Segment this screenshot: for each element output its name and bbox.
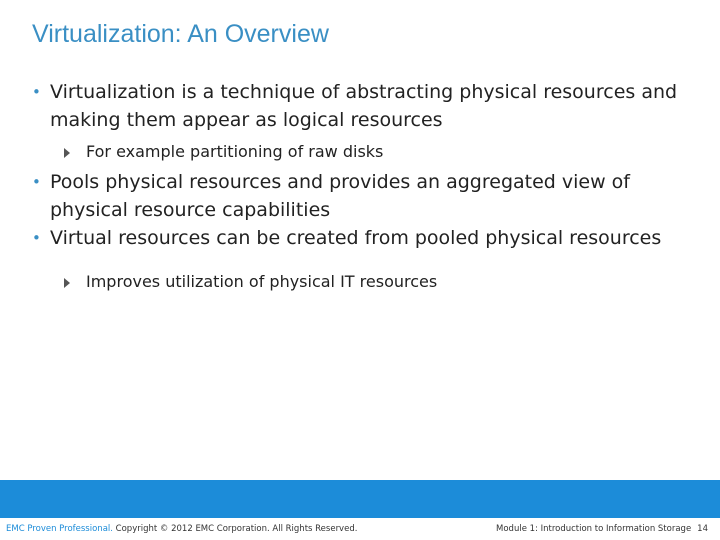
triangle-arrow-icon xyxy=(64,148,70,158)
triangle-arrow-icon xyxy=(64,278,70,288)
footer-brand: EMC Proven Professional. xyxy=(6,524,113,534)
bullet-item xyxy=(30,78,700,134)
bullet-text: Virtual resources can be created from pooled physical resources xyxy=(50,227,662,249)
copyright-text: Copyright © 2012 EMC Corporation. All Rights Reserved. xyxy=(112,524,358,534)
bullet-dot-icon: • xyxy=(32,83,41,101)
page-number: 14 xyxy=(697,524,708,534)
bullet-dot-icon: • xyxy=(32,229,41,247)
sub-bullet-item xyxy=(30,270,700,294)
footer-module xyxy=(496,524,708,534)
bullet-dot-icon: • xyxy=(32,173,41,191)
slide-footer xyxy=(0,518,720,540)
bullet-text: Virtualization is a technique of abstracting physical resources and making them appear as logical resources xyxy=(50,81,678,131)
footer-bar xyxy=(0,480,720,518)
slide-title: Virtualization: An Overview xyxy=(32,20,329,48)
bullet-item xyxy=(30,168,700,224)
sub-bullet-item xyxy=(30,140,700,164)
sub-bullet-text: Improves utilization of physical IT resources xyxy=(86,272,438,291)
module-text: Module 1: Introduction to Information Storage xyxy=(496,524,692,534)
bullet-text: Pools physical resources and provides an aggregated view of physical resource capabilities xyxy=(50,171,630,221)
sub-bullet-text: For example partitioning of raw disks xyxy=(86,142,384,161)
footer-copyright xyxy=(6,524,357,534)
bullet-item xyxy=(30,224,700,252)
slide-content xyxy=(30,78,700,298)
